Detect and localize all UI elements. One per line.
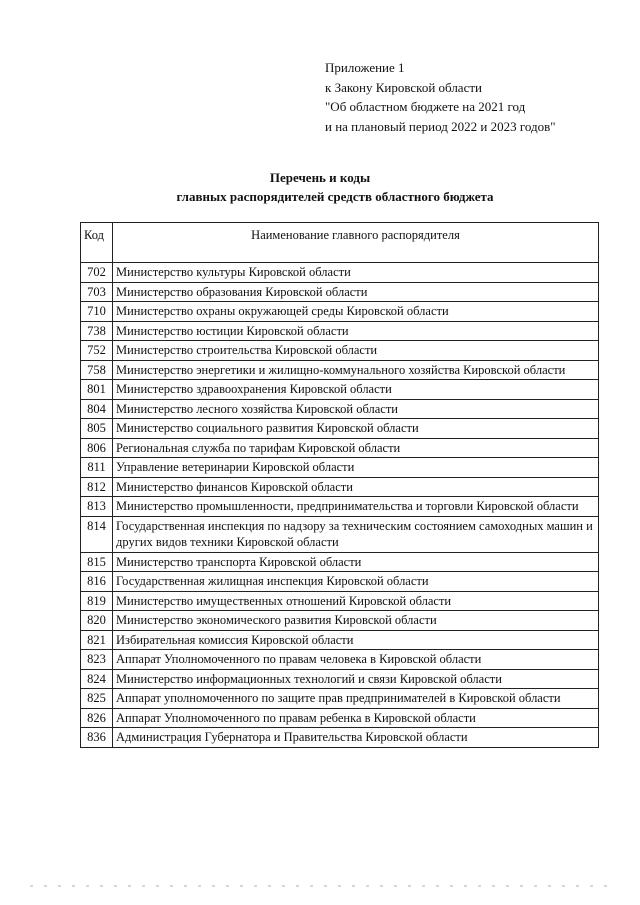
row-code: 820 (81, 611, 113, 631)
row-name: Управление ветеринарии Кировской области (113, 458, 599, 478)
row-name: Администрация Губернатора и Правительства Кировской области (113, 728, 599, 748)
row-name: Государственная жилищная инспекция Кировской области (113, 572, 599, 592)
table-row (81, 321, 599, 341)
table-row (81, 399, 599, 419)
row-name: Аппарат уполномоченного по защите прав предпринимателей в Кировской области (113, 689, 599, 709)
row-code: 825 (81, 689, 113, 709)
row-code: 703 (81, 282, 113, 302)
row-code: 758 (81, 360, 113, 380)
row-name: Министерство социального развития Кировской области (113, 419, 599, 439)
title-line-2: главных распорядителей средств областного бюджета (176, 189, 494, 204)
table-row (81, 630, 599, 650)
table-row (81, 360, 599, 380)
table-row (81, 650, 599, 670)
row-name: Министерство экономического развития Кировской области (113, 611, 599, 631)
row-name: Министерство строительства Кировской области (113, 341, 599, 361)
table-row (81, 728, 599, 748)
code-column-header: Код (81, 223, 113, 263)
row-code: 806 (81, 438, 113, 458)
row-name: Министерство энергетики и жилищно-коммунального хозяйства Кировской области (113, 360, 599, 380)
row-code: 819 (81, 591, 113, 611)
row-name: Избирательная комиссия Кировской области (113, 630, 599, 650)
row-code: 816 (81, 572, 113, 592)
table-row (81, 477, 599, 497)
table-row (81, 708, 599, 728)
document-title (0, 168, 640, 206)
row-code: 710 (81, 302, 113, 322)
table-row (81, 380, 599, 400)
table-row (81, 572, 599, 592)
table-row (81, 591, 599, 611)
row-name: Министерство имущественных отношений Кировской области (113, 591, 599, 611)
table-row (81, 669, 599, 689)
row-code: 804 (81, 399, 113, 419)
table-row (81, 341, 599, 361)
row-code: 826 (81, 708, 113, 728)
row-code: 821 (81, 630, 113, 650)
row-name: Министерство охраны окружающей среды Кировской области (113, 302, 599, 322)
row-code: 812 (81, 477, 113, 497)
row-code: 813 (81, 497, 113, 517)
row-code: 811 (81, 458, 113, 478)
table-row (81, 282, 599, 302)
row-name: Министерство образования Кировской области (113, 282, 599, 302)
row-code: 824 (81, 669, 113, 689)
appendix-block (325, 58, 556, 136)
row-code: 836 (81, 728, 113, 748)
row-name: Государственная инспекция по надзору за техническим состоянием самоходных машин и других видов техники Кировской области (113, 516, 599, 552)
table-row (81, 611, 599, 631)
table-row (81, 497, 599, 517)
row-name: Министерство транспорта Кировской области (113, 552, 599, 572)
table-body (81, 263, 599, 748)
row-code: 815 (81, 552, 113, 572)
row-code: 702 (81, 263, 113, 283)
table-row (81, 438, 599, 458)
appendix-line: к Закону Кировской области (325, 79, 482, 95)
row-code: 814 (81, 516, 113, 552)
row-name: Министерство информационных технологий и связи Кировской области (113, 669, 599, 689)
appendix-line: Приложение 1 (325, 60, 405, 75)
table-row (81, 302, 599, 322)
row-code: 801 (81, 380, 113, 400)
row-code: 823 (81, 650, 113, 670)
title-line-1: Перечень и коды (269, 170, 371, 185)
appendix-line: и на плановый период 2022 и 2023 годов" (325, 118, 556, 134)
scan-artifact-line (30, 885, 610, 887)
row-name: Министерство лесного хозяйства Кировской области (113, 399, 599, 419)
appendix-line: "Об областном бюджете на 2021 год (325, 99, 526, 114)
table-row (81, 689, 599, 709)
name-column-header: Наименование главного распорядителя (113, 223, 599, 263)
row-name: Министерство культуры Кировской области (113, 263, 599, 283)
row-code: 738 (81, 321, 113, 341)
table-row (81, 552, 599, 572)
row-name: Региональная служба по тарифам Кировской области (113, 438, 599, 458)
table-row (81, 516, 599, 552)
row-code: 805 (81, 419, 113, 439)
row-code: 752 (81, 341, 113, 361)
row-name: Аппарат Уполномоченного по правам человека в Кировской области (113, 650, 599, 670)
row-name: Министерство юстиции Кировской области (113, 321, 599, 341)
table-row (81, 263, 599, 283)
distributors-table (80, 222, 599, 748)
row-name: Министерство промышленности, предпринимательства и торговли Кировской области (113, 497, 599, 517)
row-name: Министерство финансов Кировской области (113, 477, 599, 497)
row-name: Министерство здравоохранения Кировской области (113, 380, 599, 400)
row-name: Аппарат Уполномоченного по правам ребенка в Кировской области (113, 708, 599, 728)
table-row (81, 419, 599, 439)
table-header-row (81, 223, 599, 263)
table-row (81, 458, 599, 478)
